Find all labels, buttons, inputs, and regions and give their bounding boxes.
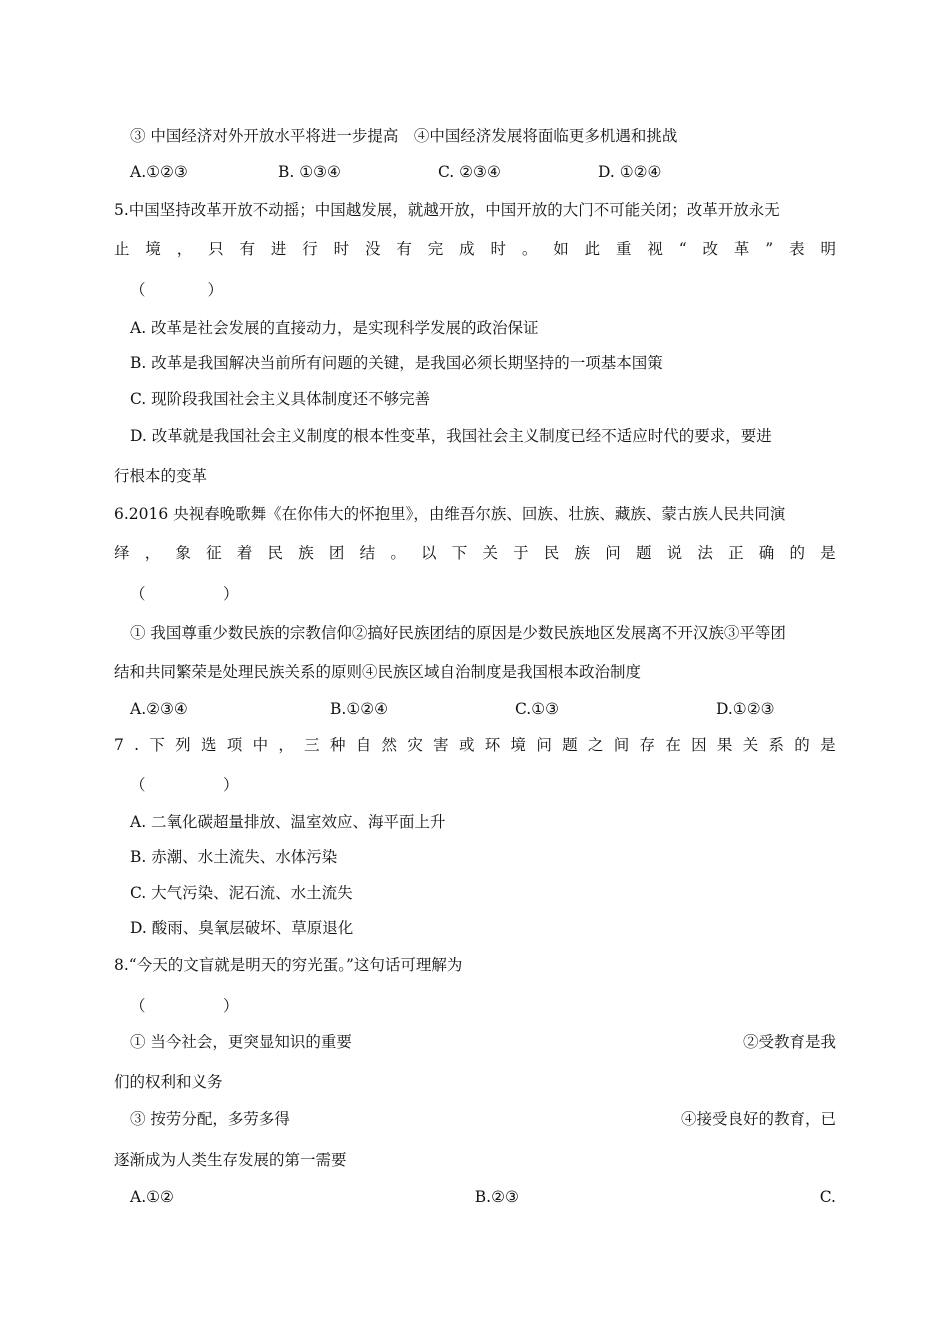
q8-options (130, 1186, 836, 1208)
q7-option-d: D. 酸雨、臭氧层破坏、草原退化 (130, 919, 354, 937)
q4-option-b: B. ①③④ (278, 163, 341, 181)
q6-stem-line2: 绎 ， 象 征 着 民 族 团 结 。 以 下 关 于 民 族 问 题 说 法 正 确 的 是 (114, 544, 836, 562)
q8-option-c: C. (819, 1188, 836, 1206)
q4-option-a: A.①②③ (130, 163, 188, 181)
q4-items-3-4: ③ 中国经济对外开放水平将进一步提高 ④中国经济发展将面临更多机遇和挑战 (130, 127, 678, 145)
q6-option-c: C.①③ (515, 700, 560, 718)
q6-answer-paren: （ ） (130, 585, 239, 603)
q6-option-d: D.①②③ (716, 700, 775, 718)
q8-option-a: A.①② (130, 1188, 174, 1206)
q8-option-b: B.②③ (474, 1188, 519, 1206)
q8-item-2-continued: 们的权利和义务 (114, 1073, 223, 1091)
q4-option-c: C. ②③④ (438, 163, 501, 181)
q7-option-b: B. 赤潮、水土流失、水体污染 (130, 848, 338, 866)
q5-stem-line2: 止 境 ， 只 有 进 行 时 没 有 完 成 时 。 如 此 重 视 “ 改 革 ” 表 明 (114, 240, 836, 258)
q5-option-d-line2: 行根本的变革 (114, 467, 208, 485)
q8-item-4-continued: 逐渐成为人类生存发展的第一需要 (114, 1151, 347, 1169)
q8-answer-paren: （ ） (130, 997, 239, 1015)
q8-item-3: ③ 按劳分配，多劳多得 (130, 1110, 290, 1128)
q5-option-b: B. 改革是我国解决当前所有问题的关键，是我国必须长期坚持的一项基本国策 (130, 354, 663, 372)
q8-stem-line1: 8.“今天的文盲就是明天的穷光蛋。”这句话可理解为 (114, 956, 463, 974)
q8-item-1: ① 当今社会，更突显知识的重要 (130, 1033, 352, 1051)
q5-answer-paren: （ ） (130, 281, 224, 299)
q8-items-row1 (130, 1031, 836, 1053)
q7-option-c: C. 大气污染、泥石流、水土流失 (130, 884, 353, 902)
q8-item-4: ④接受良好的教育，已 (680, 1110, 836, 1128)
q6-option-b: B.①②④ (330, 700, 389, 718)
q4-option-d: D. ①②④ (598, 163, 662, 181)
q7-option-a: A. 二氧化碳超量排放、温室效应、海平面上升 (130, 813, 446, 831)
q6-option-a: A.②③④ (130, 700, 188, 718)
q5-option-d-line1: D. 改革就是我国社会主义制度的根本性变革，我国社会主义制度已经不适应时代的要求，要进 (130, 427, 772, 445)
q8-items-row2 (130, 1108, 836, 1130)
q5-option-a: A. 改革是社会发展的直接动力，是实现科学发展的政治保证 (130, 319, 539, 337)
q4-options (130, 161, 836, 183)
q6-items-line1: ① 我国尊重少数民族的宗教信仰②搞好民族团结的原因是少数民族地区发展离不开汉族③平等团 (130, 624, 786, 642)
q7-answer-paren: （ ） (130, 776, 239, 794)
q5-option-c: C. 现阶段我国社会主义具体制度还不够完善 (130, 390, 431, 408)
q8-item-2: ②受教育是我 (742, 1033, 836, 1051)
q7-stem-line1: 7 . 下 列 选 项 中 ， 三 种 自 然 灾 害 或 环 境 问 题 之 间 存 在 因 果 关 系 的 是 (114, 736, 836, 754)
q6-options (130, 698, 836, 720)
q5-stem-line1: 5.中国坚持改革开放不动摇；中国越发展，就越开放，中国开放的大门不可能关闭；改革开放永无 (114, 201, 780, 219)
q6-stem-line1: 6.2016 央视春晚歌舞《在你伟大的怀抱里》，由维吾尔族、回族、壮族、藏族、蒙古族人民共同演 (114, 505, 786, 523)
q6-items-line2: 结和共同繁荣是处理民族关系的原则④民族区域自治制度是我国根本政治制度 (114, 663, 642, 681)
